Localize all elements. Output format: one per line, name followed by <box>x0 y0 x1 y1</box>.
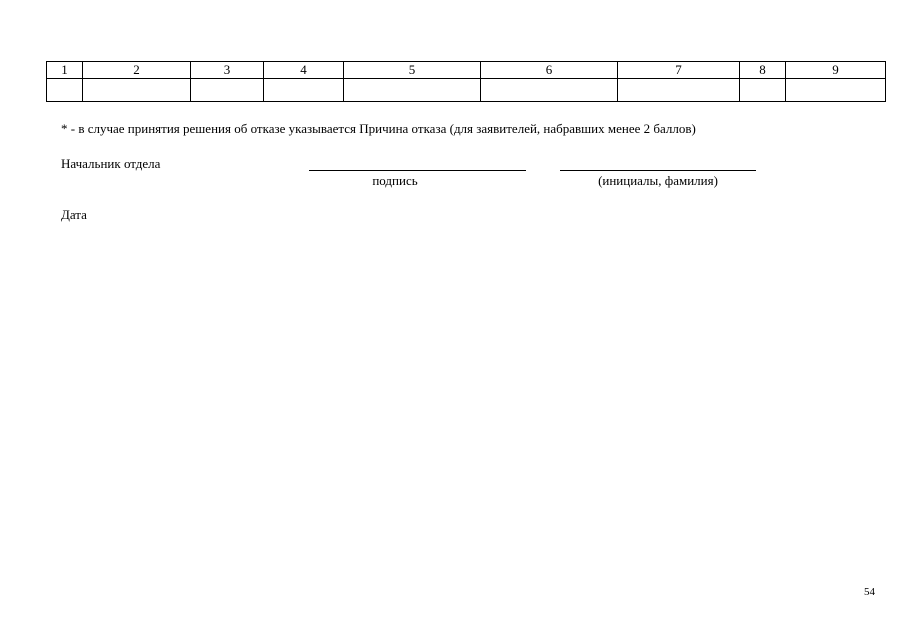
table-cell <box>264 79 344 102</box>
table-cell <box>740 79 786 102</box>
signature-caption: подпись <box>372 173 418 188</box>
page-number: 54 <box>864 586 875 598</box>
table-header-row <box>47 62 886 79</box>
column-number-cell: 3 <box>191 62 264 79</box>
data-table <box>46 61 886 102</box>
table-row <box>47 79 886 102</box>
table-cell <box>83 79 191 102</box>
column-number-cell: 6 <box>481 62 618 79</box>
table-cell <box>481 79 618 102</box>
column-number-cell: 7 <box>618 62 740 79</box>
footnote-text: * - в случае принятия решения об отказе указывается Причина отказа (для заявителей, набравших менее 2 баллов) <box>61 121 696 136</box>
table-cell <box>344 79 481 102</box>
name-caption: (инициалы, фамилия) <box>598 173 718 188</box>
column-number-cell: 5 <box>344 62 481 79</box>
column-number-cell: 2 <box>83 62 191 79</box>
column-number-cell: 9 <box>786 62 886 79</box>
column-number-cell: 1 <box>47 62 83 79</box>
table-cell <box>47 79 83 102</box>
table-cell <box>191 79 264 102</box>
column-number-cell: 8 <box>740 62 786 79</box>
table-cell <box>618 79 740 102</box>
date-label: Дата <box>61 207 87 222</box>
position-label: Начальник отдела <box>61 156 161 171</box>
signature-line <box>309 170 526 171</box>
name-line <box>560 170 756 171</box>
column-number-cell: 4 <box>264 62 344 79</box>
table-cell <box>786 79 886 102</box>
